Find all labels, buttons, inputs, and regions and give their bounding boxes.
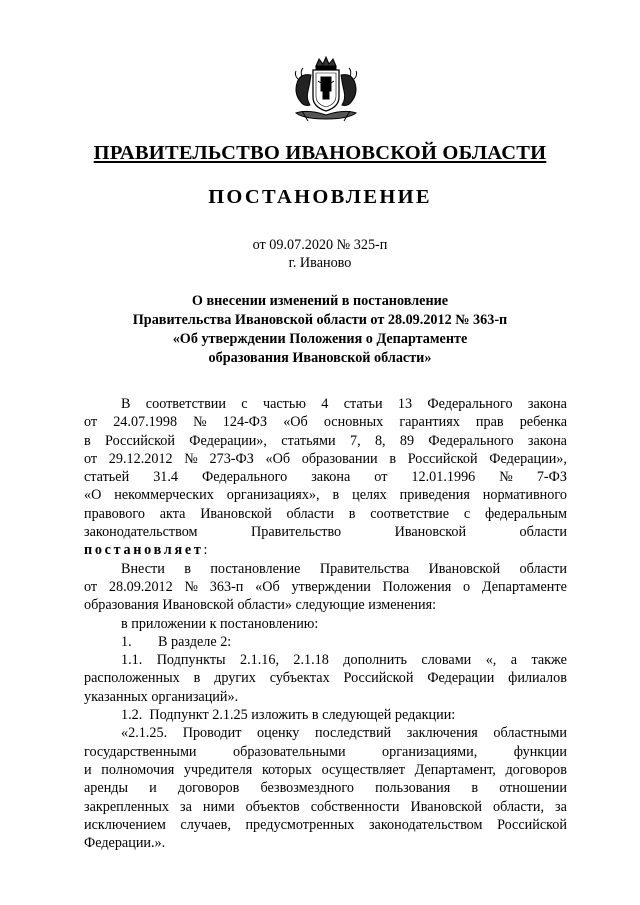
text-line: законодательством Правительство Ивановской области [84, 524, 567, 541]
text-line: закрепленных за ними объектов собственности Ивановской области, за [84, 798, 567, 815]
paragraph-preamble [84, 395, 567, 541]
text-line: Внести в постановление Правительства Ивановской области [121, 560, 567, 577]
text-line: образования Ивановской области» следующие изменения: [84, 597, 437, 614]
text-line: статьей 31.4 Федерального закона от 12.01.1996 № 7-ФЗ [84, 469, 567, 486]
text-line: и полномочия учредителя которых осуществляет Департамент, договоров [84, 761, 567, 778]
list-item: 1. В разделе 2: [121, 633, 232, 650]
ivanovo-coat-of-arms-icon [288, 55, 364, 125]
text-line: государственными образовательными организациями, функции [84, 743, 567, 760]
resolves-colon: : [203, 542, 208, 559]
text-line: от 29.12.2012 № 273-ФЗ «Об образовании в Российской Федерации», [84, 450, 567, 467]
text-line: аренды и договоров безвозмездного пользования в отношении [84, 780, 567, 797]
text-line: «2.1.25. Проводит оценку последствий заключения областными [121, 725, 567, 742]
title-line: Правительства Ивановской области от 28.09.2012 № 363-п [132, 312, 508, 328]
title-line: образования Ивановской области» [208, 350, 432, 366]
document-title [0, 292, 640, 368]
date-number: от 09.07.2020 № 325-п [252, 237, 388, 253]
document-body [84, 395, 567, 852]
text-line: «О некоммерческих организациях», в целях приведения нормативного [84, 487, 567, 504]
text-line: 1.1. Подпункты 2.1.16, 2.1.18 дополнить словами «, а также [121, 652, 567, 669]
text-line: Федерации.». [84, 835, 166, 852]
text-line: В соответствии с частью 4 статьи 13 Федерального закона [121, 396, 567, 412]
text-line: расположенных в других субъектах Российской Федерации филиалов [84, 670, 567, 687]
text-line: правового акта Ивановской области в соответствие с федеральным [84, 505, 567, 522]
paragraph-item-1-1 [84, 651, 567, 688]
government-name: ПРАВИТЕЛЬСТВО ИВАНОВСКОЙ ОБЛАСТИ [93, 142, 547, 164]
title-line: «Об утверждении Положения о Департаменте [172, 331, 468, 347]
text-line: в приложении к постановлению: [121, 615, 319, 632]
resolves-word: постановляет [84, 542, 204, 559]
paragraph-amend [84, 560, 567, 597]
text-line: в Российской Федерации», статьями 7, 8, 89 Федерального закона [84, 432, 567, 449]
text-line: исключением случаев, предусмотренных законодательством Российской [84, 816, 567, 833]
text-line: от 28.09.2012 № 363-п «Об утверждении Положения о Департаменте [84, 578, 567, 595]
text-line: 1.2. Подпункт 2.1.25 изложить в следующей редакции: [121, 707, 456, 724]
title-line: О внесении изменений в постановление [191, 293, 449, 309]
document-type: ПОСТАНОВЛЕНИЕ [208, 186, 432, 208]
paragraph-item-2-1-25 [84, 724, 567, 834]
city: г. Иваново [288, 255, 352, 271]
text-line: от 24.07.1998 № 124-ФЗ «Об основных гарантиях прав ребенка [84, 414, 567, 431]
item-number: 1. [121, 633, 132, 650]
text-line: указанных организаций». [84, 688, 239, 705]
resolves-line [84, 541, 567, 559]
